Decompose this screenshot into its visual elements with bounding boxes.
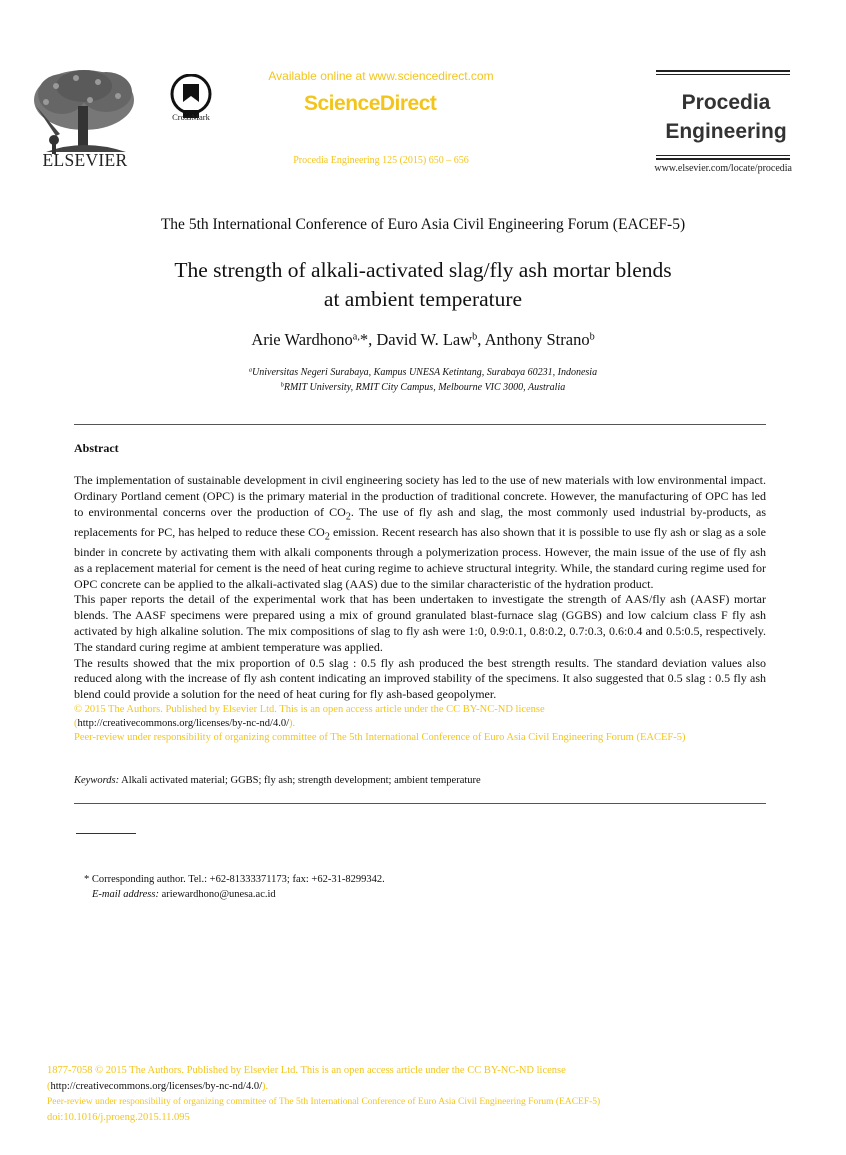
page-footer	[47, 1063, 807, 1126]
journal-logo-line2: Engineering	[665, 120, 787, 143]
journal-logo-rule-bottom	[656, 158, 790, 160]
footer-copyright: 1877-7058 © 2015 The Authors. Published by Elsevier Ltd. This is an open access article under the CC BY-NC-ND license	[47, 1065, 566, 1076]
license-link[interactable]: http://creativecommons.org/licenses/by-nc-nd/4.0/	[77, 717, 290, 729]
author-separator: ,	[477, 330, 485, 349]
abstract-heading: Abstract	[74, 441, 119, 455]
keywords-text: Alkali activated material; GGBS; fly ash; strength development; ambient temperature	[119, 775, 481, 786]
elsevier-tree-logo-icon	[26, 66, 144, 158]
subscript: 2	[324, 531, 330, 543]
abstract-body	[74, 473, 766, 745]
footer-doi[interactable]: doi:10.1016/j.proeng.2015.11.095	[47, 1112, 190, 1124]
peer-review-text: Peer-review under responsibility of organizing committee of The 5th International Conference of Euro Asia Civil Engineering Forum (EACEF-5)	[74, 731, 686, 743]
elsevier-logo-text: ELSEVIER	[42, 150, 128, 170]
abstract-text: . The use of fly ash and slag, the most commonly used industrial by-products, as replacements for PC, has helped to reduce these CO	[74, 504, 766, 539]
footer-peer-review: Peer-review under responsibility of organizing committee of The 5th International Conference of Euro Asia Civil Engineering Forum (EACEF-5)	[47, 1096, 601, 1107]
license-paren: (	[47, 1080, 51, 1092]
author-affil-mark: a,	[352, 331, 360, 343]
journal-logo-rule-bottom-thin	[656, 155, 790, 156]
corresponding-author-footnote	[84, 872, 684, 902]
affiliation-text: RMIT University, RMIT City Campus, Melbourne VIC 3000, Australia	[283, 382, 566, 393]
corresponding-author-text: * Corresponding author. Tel.: +62-81333371173; fax: +62-31-8299342.	[84, 874, 385, 885]
paper-title-line1: The strength of alkali-activated slag/fly ash mortar blends	[174, 258, 672, 282]
abstract-paragraph-3: The results showed that the mix proportion of 0.5 slag : 0.5 fly ash produced the best strength results. The standard deviation values also reduced along with the increase of fly ash content indicating an improved stability of the specimens. It also suggested that 0.5 slag : 0.5 fly ash blend could provide a solution for the need of heat curing for fly ash-based geopolymer.	[74, 655, 766, 702]
sciencedirect-logo: ScienceDirect	[304, 92, 437, 115]
email-address[interactable]: ariewardhono@unesa.ac.id	[158, 889, 276, 900]
journal-logo-rule-top-thin	[656, 74, 790, 75]
paper-title-line2: at ambient temperature	[323, 287, 523, 311]
journal-logo-rule-top	[656, 70, 790, 72]
journal-logo-line1: Procedia	[681, 91, 771, 114]
author-name: Arie Wardhono	[251, 330, 353, 349]
copyright-notice	[74, 703, 766, 745]
abstract-top-rule	[74, 424, 766, 425]
author-affil-mark: b	[472, 331, 478, 343]
journal-citation: Procedia Engineering 125 (2015) 650 – 656	[293, 155, 469, 166]
abstract-paragraph-1	[74, 473, 766, 592]
author-affil-mark: b	[589, 331, 595, 343]
conference-name: The 5th International Conference of Euro Asia Civil Engineering Forum (EACEF-5)	[160, 216, 686, 233]
license-paren: ).	[262, 1080, 269, 1092]
affiliation-text: Universitas Negeri Surabaya, Kampus UNESA Ketintang, Surabaya 60231, Indonesia	[252, 367, 598, 378]
affiliation-a	[60, 367, 786, 378]
abstract-text: emission. Recent research has also shown that it is possible to use fly ash or slag as a sole binder in concrete by activating them with alkali components through a polymerization process. However, the main issue of the use of fly ash as a replacement material for cement is the need of heat curing regime to achieve structural integrity. While, the standard curing regime used for OPC concrete can be applied to the alkali-activated slag (AAS) due to the similar characteristic of the hydration product.	[74, 524, 767, 591]
copyright-text: © 2015 The Authors. Published by Elsevier Ltd. This is an open access article under the CC BY-NC-ND license	[74, 703, 545, 715]
license-paren: (	[74, 717, 78, 729]
keywords-label: Keywords:	[74, 775, 120, 786]
footer-license-link[interactable]: http://creativecommons.org/licenses/by-nc-nd/4.0/	[50, 1080, 263, 1092]
affiliation-mark: b	[280, 381, 284, 389]
paper-title	[60, 256, 786, 314]
author-name: David W. Law	[376, 330, 473, 349]
footnote-rule	[76, 833, 136, 834]
subscript: 2	[345, 510, 351, 522]
email-label: E-mail address:	[92, 889, 159, 900]
author-separator: *,	[359, 330, 377, 349]
author-name: Anthony Strano	[484, 330, 590, 349]
abstract-text: The implementation of sustainable development in civil engineering society has led to the use of new materials with low environmental impact. Ordinary Portland cement (OPC) is the primary material in the production of traditional concrete. However, the manufacturing of OPC has led to environmental concerns over the production of CO	[74, 473, 766, 519]
email-line	[84, 887, 684, 902]
footer-license	[47, 1079, 807, 1095]
journal-logo	[660, 88, 792, 146]
keywords	[74, 775, 766, 786]
crossmark-label: CrossMark	[172, 112, 210, 122]
license-paren: ).	[289, 717, 296, 729]
available-online-text: Available online at www.sciencedirect.com	[268, 69, 494, 83]
journal-url[interactable]: www.elsevier.com/locate/procedia	[654, 163, 792, 174]
author-list	[60, 330, 786, 350]
affiliation-mark: a	[248, 366, 252, 374]
affiliation-b	[60, 382, 786, 393]
abstract-bottom-rule	[74, 803, 766, 804]
abstract-paragraph-2: This paper reports the detail of the experimental work that has been undertaken to investigate the strength of AAS/fly ash (AASF) mortar blends. The AASF specimens were prepared using a mix of ground granulated blast-furnace slag (GGBS) and low calcium class F fly ash activated by high alkaline solution. The mix compositions of slag to fly ash were 1:0, 0.9:0.1, 0.8:0.2, 0.7:0.3, 0.6:0.4 and 0.5:0.5, respectively. The standard curing regime at ambient temperature was applied.	[74, 592, 766, 654]
